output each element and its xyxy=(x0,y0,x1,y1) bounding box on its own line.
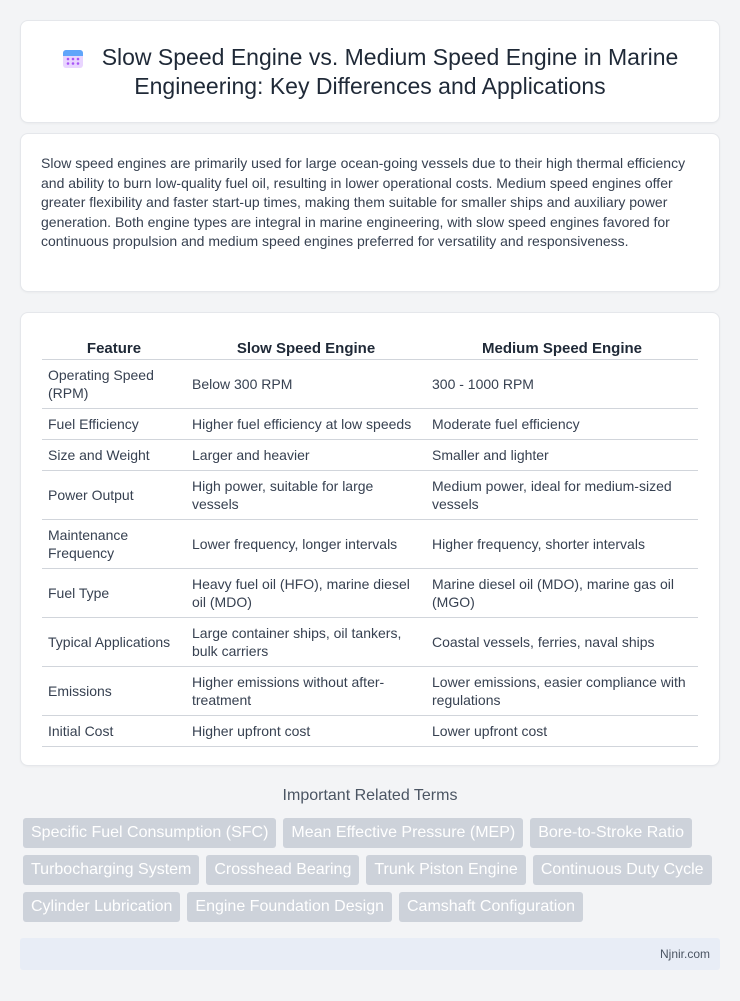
intro-paragraph: Slow speed engines are primarily used for large ocean-going vessels due to their high thermal efficiency and ability to burn low-quality fuel oil, resulting in lower operational costs. Medium speed engines offer greater flexibility and faster start-up times, making them suitable for smaller ships and auxiliary power generation. Both engine types are integral in marine engineering, with slow speed engines favored for continuous propulsion and medium speed engines preferred for versatility and responsiveness. xyxy=(41,155,686,250)
table-row xyxy=(42,360,698,409)
term-tag[interactable]: Turbocharging System xyxy=(23,855,199,885)
feature-cell: Size and Weight xyxy=(42,440,186,471)
term-tag[interactable]: Crosshead Bearing xyxy=(206,855,359,885)
slow-speed-cell: High power, suitable for large vessels xyxy=(186,471,426,520)
footer xyxy=(20,938,720,970)
term-tag[interactable]: Cylinder Lubrication xyxy=(23,892,180,922)
feature-cell: Operating Speed (RPM) xyxy=(42,360,186,409)
term-tag[interactable]: Continuous Duty Cycle xyxy=(533,855,712,885)
slow-speed-cell: Higher emissions without after-treatment xyxy=(186,667,426,716)
title-card xyxy=(20,20,720,123)
title-line-2: Engineering: Key Differences and Applications xyxy=(134,73,606,99)
medium-speed-cell: Coastal vessels, ferries, naval ships xyxy=(426,618,698,667)
intro-card xyxy=(20,133,720,292)
medium-speed-cell: Medium power, ideal for medium-sized vessels xyxy=(426,471,698,520)
header-medium-speed: Medium Speed Engine xyxy=(426,333,698,360)
table-row xyxy=(42,471,698,520)
calendar-icon xyxy=(62,47,84,69)
medium-speed-cell: Smaller and lighter xyxy=(426,440,698,471)
slow-speed-cell: Heavy fuel oil (HFO), marine diesel oil (MDO) xyxy=(186,569,426,618)
term-tag[interactable]: Specific Fuel Consumption (SFC) xyxy=(23,818,276,848)
table-row xyxy=(42,569,698,618)
feature-cell: Emissions xyxy=(42,667,186,716)
medium-speed-cell: Lower emissions, easier compliance with regulations xyxy=(426,667,698,716)
term-tag[interactable]: Trunk Piston Engine xyxy=(366,855,525,885)
page-title xyxy=(21,43,719,101)
term-row xyxy=(23,818,723,848)
feature-cell: Fuel Type xyxy=(42,569,186,618)
term-tag[interactable]: Bore-to-Stroke Ratio xyxy=(530,818,692,848)
table-row xyxy=(42,520,698,569)
term-tag[interactable]: Engine Foundation Design xyxy=(187,892,392,922)
term-row xyxy=(23,855,723,885)
table-row xyxy=(42,716,698,747)
term-tag[interactable]: Camshaft Configuration xyxy=(399,892,583,922)
title-line-1: Slow Speed Engine vs. Medium Speed Engine in Marine xyxy=(101,44,679,70)
comparison-table xyxy=(42,333,698,747)
header-slow-speed: Slow Speed Engine xyxy=(186,333,426,360)
header-feature: Feature xyxy=(42,333,186,360)
medium-speed-cell: 300 - 1000 RPM xyxy=(426,360,698,409)
table-row xyxy=(42,667,698,716)
medium-speed-cell: Lower upfront cost xyxy=(426,716,698,747)
related-terms xyxy=(23,818,723,929)
feature-cell: Fuel Efficiency xyxy=(42,409,186,440)
term-tag[interactable]: Mean Effective Pressure (MEP) xyxy=(283,818,523,848)
related-terms-title: Important Related Terms xyxy=(282,787,458,804)
feature-cell: Typical Applications xyxy=(42,618,186,667)
medium-speed-cell: Higher frequency, shorter intervals xyxy=(426,520,698,569)
slow-speed-cell: Lower frequency, longer intervals xyxy=(186,520,426,569)
table-row xyxy=(42,440,698,471)
table-header-row xyxy=(42,333,698,360)
medium-speed-cell: Moderate fuel efficiency xyxy=(426,409,698,440)
feature-cell: Power Output xyxy=(42,471,186,520)
medium-speed-cell: Marine diesel oil (MDO), marine gas oil (MGO) xyxy=(426,569,698,618)
footer-site[interactable]: Njnir.com xyxy=(659,947,710,961)
feature-cell: Maintenance Frequency xyxy=(42,520,186,569)
slow-speed-cell: Higher fuel efficiency at low speeds xyxy=(186,409,426,440)
table-row xyxy=(42,618,698,667)
slow-speed-cell: Large container ships, oil tankers, bulk carriers xyxy=(186,618,426,667)
slow-speed-cell: Below 300 RPM xyxy=(186,360,426,409)
feature-cell: Initial Cost xyxy=(42,716,186,747)
comparison-card xyxy=(20,312,720,766)
slow-speed-cell: Higher upfront cost xyxy=(186,716,426,747)
term-row xyxy=(23,892,723,922)
table-row xyxy=(42,409,698,440)
slow-speed-cell: Larger and heavier xyxy=(186,440,426,471)
